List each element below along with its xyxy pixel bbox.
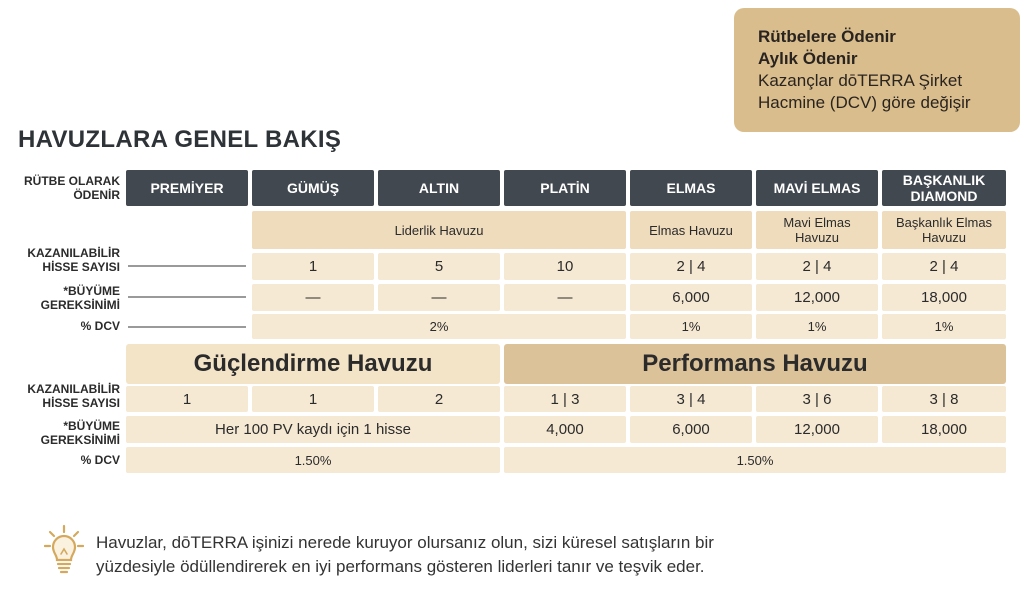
callout-line-3: Kazançlar dōTERRA Şirket [758, 71, 963, 90]
bottom-shares-cell: 2 [378, 386, 500, 412]
top-growth-cell: 6,000 [630, 284, 752, 311]
performance-growth-cell: 6,000 [630, 416, 752, 443]
top-dcv-blue-diamond: 1% [756, 314, 878, 339]
rank-header-presidential-diamond: BAŞKANLIK DIAMOND [882, 170, 1006, 206]
top-growth-cell: 18,000 [882, 284, 1006, 311]
empowerment-pool-band: Güçlendirme Havuzu [126, 344, 500, 384]
bottom-shares-cell: 1 [126, 386, 248, 412]
top-dcv-presidential: 1% [882, 314, 1006, 339]
top-shares-cell: 2 | 4 [756, 253, 878, 280]
rank-header-silver: GÜMÜŞ [252, 170, 374, 206]
bottom-shares-cell: 3 | 8 [882, 386, 1006, 412]
bottom-shares-cell: 1 | 3 [504, 386, 626, 412]
performance-growth-cell: 4,000 [504, 416, 626, 443]
row-label-growth-bottom [14, 419, 120, 447]
top-dcv-leadership: 2% [252, 314, 626, 339]
performance-growth-cell: 12,000 [756, 416, 878, 443]
row-label-dcv: % DCV [80, 319, 120, 333]
pool-name-blue-diamond: Mavi Elmas Havuzu [756, 211, 878, 249]
performance-dcv-cell: 1.50% [504, 447, 1006, 473]
rank-header-premier: PREMİYER [126, 170, 248, 206]
leader-line [128, 296, 246, 298]
pool-name-leadership: Liderlik Havuzu [252, 211, 626, 249]
top-growth-cell: — [252, 284, 374, 311]
empowerment-growth-cell: Her 100 PV kaydı için 1 hisse [126, 416, 500, 443]
row-label-growth-line1: *BÜYÜME [63, 284, 120, 298]
top-shares-cell: 1 [252, 253, 374, 280]
row-label-shares-line1: KAZANILABİLİR [27, 246, 120, 260]
top-dcv-diamond: 1% [630, 314, 752, 339]
page-title: HAVUZLARA GENEL BAKIŞ [18, 126, 342, 153]
callout-line-2: Aylık Ödenir [758, 49, 858, 68]
performance-pool-band: Performans Havuzu [504, 344, 1006, 384]
info-callout [734, 8, 1020, 132]
row-label-shares-bottom [14, 382, 120, 410]
row-label-shares-line2: HİSSE SAYISI [42, 260, 120, 274]
top-growth-cell: — [378, 284, 500, 311]
rank-header-diamond: ELMAS [630, 170, 752, 206]
row-label-growth-line2: GEREKSİNİMİ [40, 298, 120, 312]
leader-line [128, 265, 246, 267]
performance-growth-cell: 18,000 [882, 416, 1006, 443]
rank-header-blue-diamond: MAVİ ELMAS [756, 170, 878, 206]
empowerment-dcv-cell: 1.50% [126, 447, 500, 473]
row-label-rank-paid-line2: ÖDENİR [73, 188, 120, 202]
callout-line-4: Hacmine (DCV) göre değişir [758, 93, 971, 112]
callout-line-1: Rütbelere Ödenir [758, 27, 896, 46]
top-shares-cell: 2 | 4 [882, 253, 1006, 280]
rank-header-platinum: PLATİN [504, 170, 626, 206]
row-label-dcv-bottom: % DCV [80, 453, 120, 467]
top-shares-cell: 2 | 4 [630, 253, 752, 280]
footer-text [96, 531, 996, 579]
top-shares-cell: 5 [378, 253, 500, 280]
row-label-shares-bottom-line2: HİSSE SAYISI [42, 396, 120, 410]
row-label-growth [14, 284, 120, 312]
pool-name-diamond: Elmas Havuzu [630, 211, 752, 249]
footer-line-1: Havuzlar, dōTERRA işinizi nerede kuruyor olursanız olun, sizi küresel satışların bir [96, 533, 714, 552]
row-label-rank-paid [14, 174, 120, 202]
lightbulb-icon [44, 524, 84, 576]
rank-header-gold: ALTIN [378, 170, 500, 206]
top-growth-cell: 12,000 [756, 284, 878, 311]
row-label-rank-paid-line1: RÜTBE OLARAK [24, 174, 120, 188]
bottom-shares-cell: 3 | 4 [630, 386, 752, 412]
top-growth-cell: — [504, 284, 626, 311]
row-label-growth-bottom-line1: *BÜYÜME [63, 419, 120, 433]
row-label-shares [14, 246, 120, 274]
footer-line-2: yüzdesiyle ödüllendirerek en iyi performans gösteren liderleri tanır ve teşvik eder. [96, 557, 705, 576]
top-shares-cell: 10 [504, 253, 626, 280]
row-label-shares-bottom-line1: KAZANILABİLİR [27, 382, 120, 396]
leader-line [128, 326, 246, 328]
pool-name-presidential: Başkanlık Elmas Havuzu [882, 211, 1006, 249]
bottom-shares-cell: 1 [252, 386, 374, 412]
bottom-shares-cell: 3 | 6 [756, 386, 878, 412]
row-label-growth-bottom-line2: GEREKSİNİMİ [40, 433, 120, 447]
